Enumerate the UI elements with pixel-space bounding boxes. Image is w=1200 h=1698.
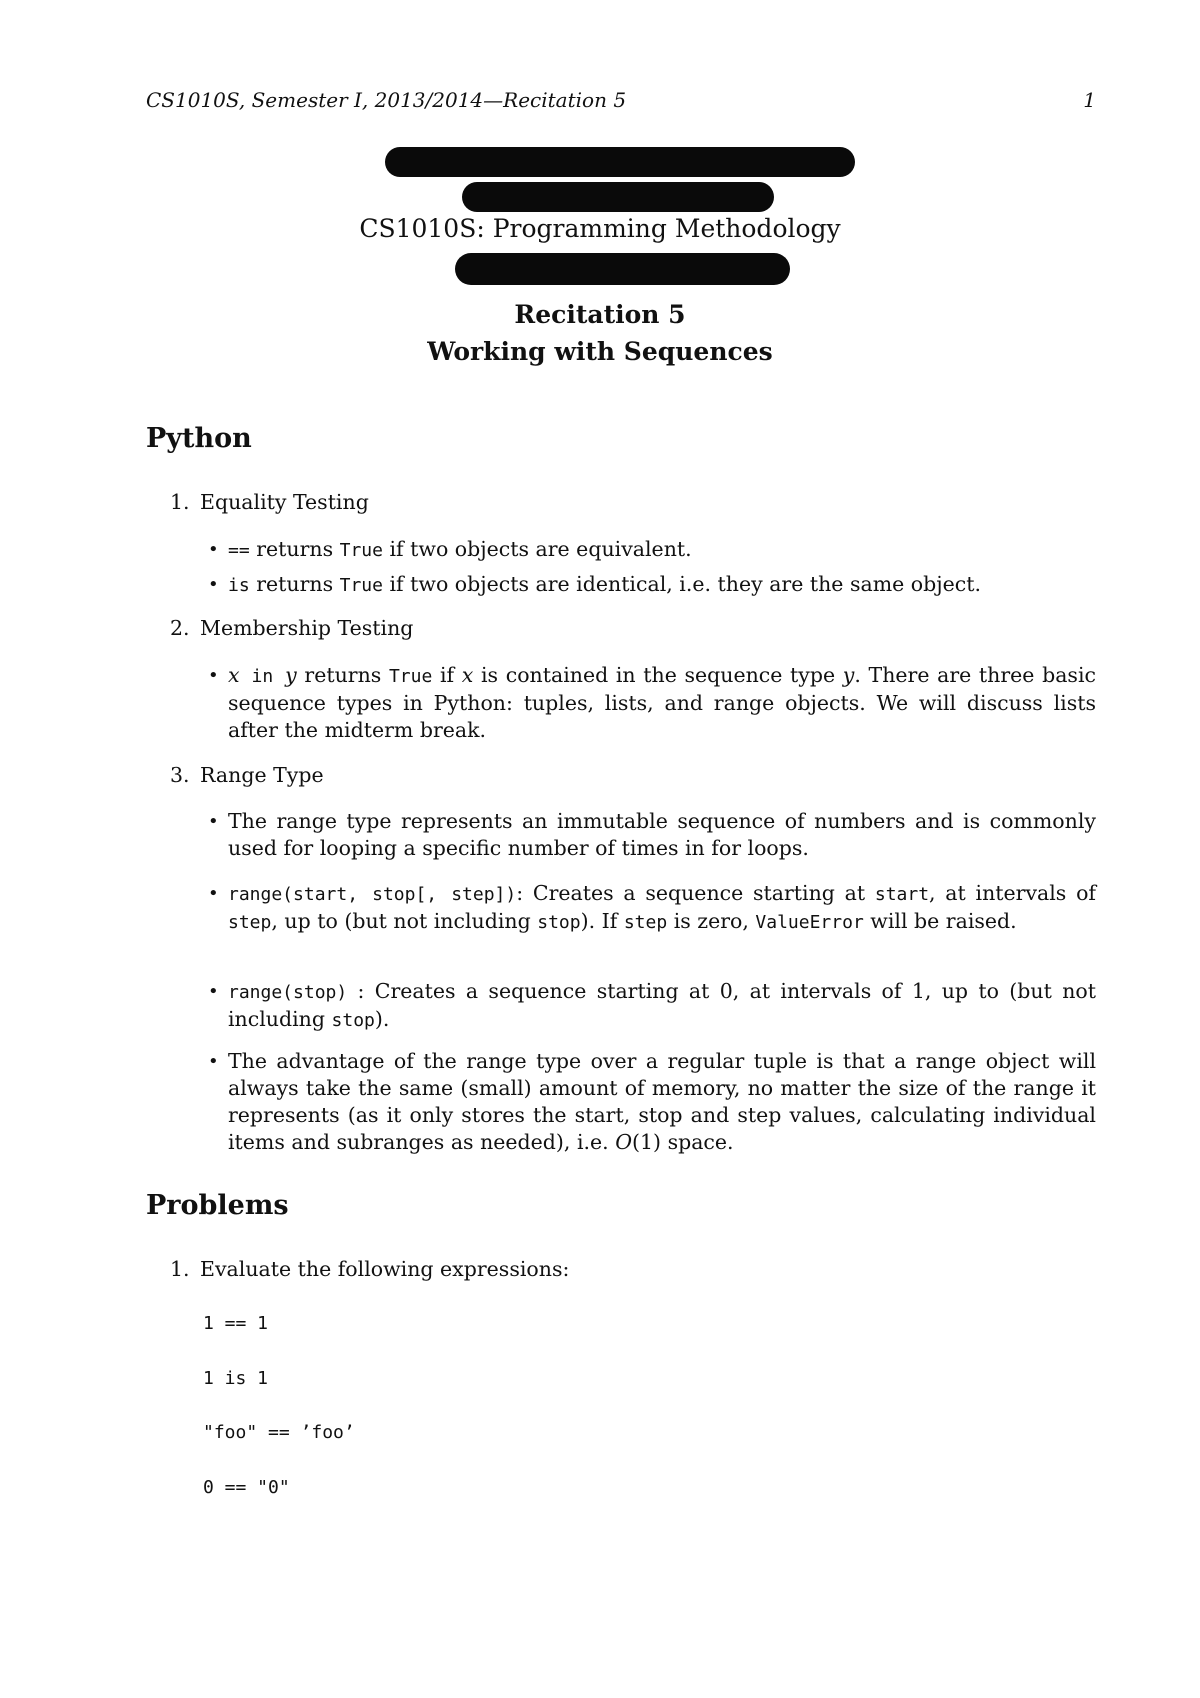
redaction-bar-school xyxy=(462,182,774,212)
item-number: 3. xyxy=(170,763,190,787)
bullet-range-stop: • range(stop) : Creates a sequence starting at 0, at intervals of 1, up to (but not including stop). xyxy=(228,978,1096,1034)
page-number: 1 xyxy=(1083,88,1096,112)
running-title: CS1010S, Semester I, 2013/2014—Recitation 5 xyxy=(146,88,627,112)
problem-item-1 xyxy=(170,1257,569,1281)
bullet-range-description: • The range type represents an immutable sequence of numbers and is commonly used for looping a specific number of times in for loops. xyxy=(228,808,1096,862)
python-item-membership xyxy=(170,616,413,640)
bullet-identity-op: • is returns True if two objects are identical, i.e. they are the same object. xyxy=(228,571,1096,599)
redaction-bar-university xyxy=(385,147,855,177)
item-number: 1. xyxy=(170,1257,190,1281)
running-header xyxy=(146,88,1096,118)
item-title: Membership Testing xyxy=(200,616,414,640)
item-number: 2. xyxy=(170,616,190,640)
bullet-range-advantage: • The advantage of the range type over a regular tuple is that a range object will always take the same (small) amount of memory, no matter the size of the range it represents (as it only stores the start, stop and step values, calculating individual items and subranges as needed), i.e. O(1) space. xyxy=(228,1048,1096,1156)
expression-2: 1 is 1 xyxy=(203,1368,269,1389)
item-title: Range Type xyxy=(200,763,324,787)
recitation-title: Recitation 5 xyxy=(514,300,686,329)
section-heading-python: Python xyxy=(146,423,252,454)
section-heading-problems: Problems xyxy=(146,1190,289,1221)
recitation-topic: Working with Sequences xyxy=(427,337,773,366)
python-item-range xyxy=(170,763,324,787)
expression-4: 0 == "0" xyxy=(203,1477,290,1498)
item-title: Equality Testing xyxy=(200,490,369,514)
expression-3: "foo" == ’foo’ xyxy=(203,1422,355,1443)
item-number: 1. xyxy=(170,490,190,514)
problem-prompt: Evaluate the following expressions: xyxy=(200,1257,570,1281)
python-item-equality xyxy=(170,490,369,514)
bullet-equality-op: • == returns True if two objects are equivalent. xyxy=(228,536,1096,564)
bullet-range-start-stop-step: • range(start, stop[, step]): Creates a sequence starting at start, at intervals of step, up to (but not including stop). If step is zero, ValueError will be raised. xyxy=(228,880,1096,936)
bullet-membership: • x in y returns True if x is contained in the sequence type y. There are three basic sequence types in Python: tuples, lists, and range objects. We will discuss lists after the midterm break. xyxy=(228,662,1096,744)
redaction-bar-semester xyxy=(455,253,790,285)
expression-1: 1 == 1 xyxy=(203,1313,269,1334)
course-title: CS1010S: Programming Methodology xyxy=(359,214,841,243)
